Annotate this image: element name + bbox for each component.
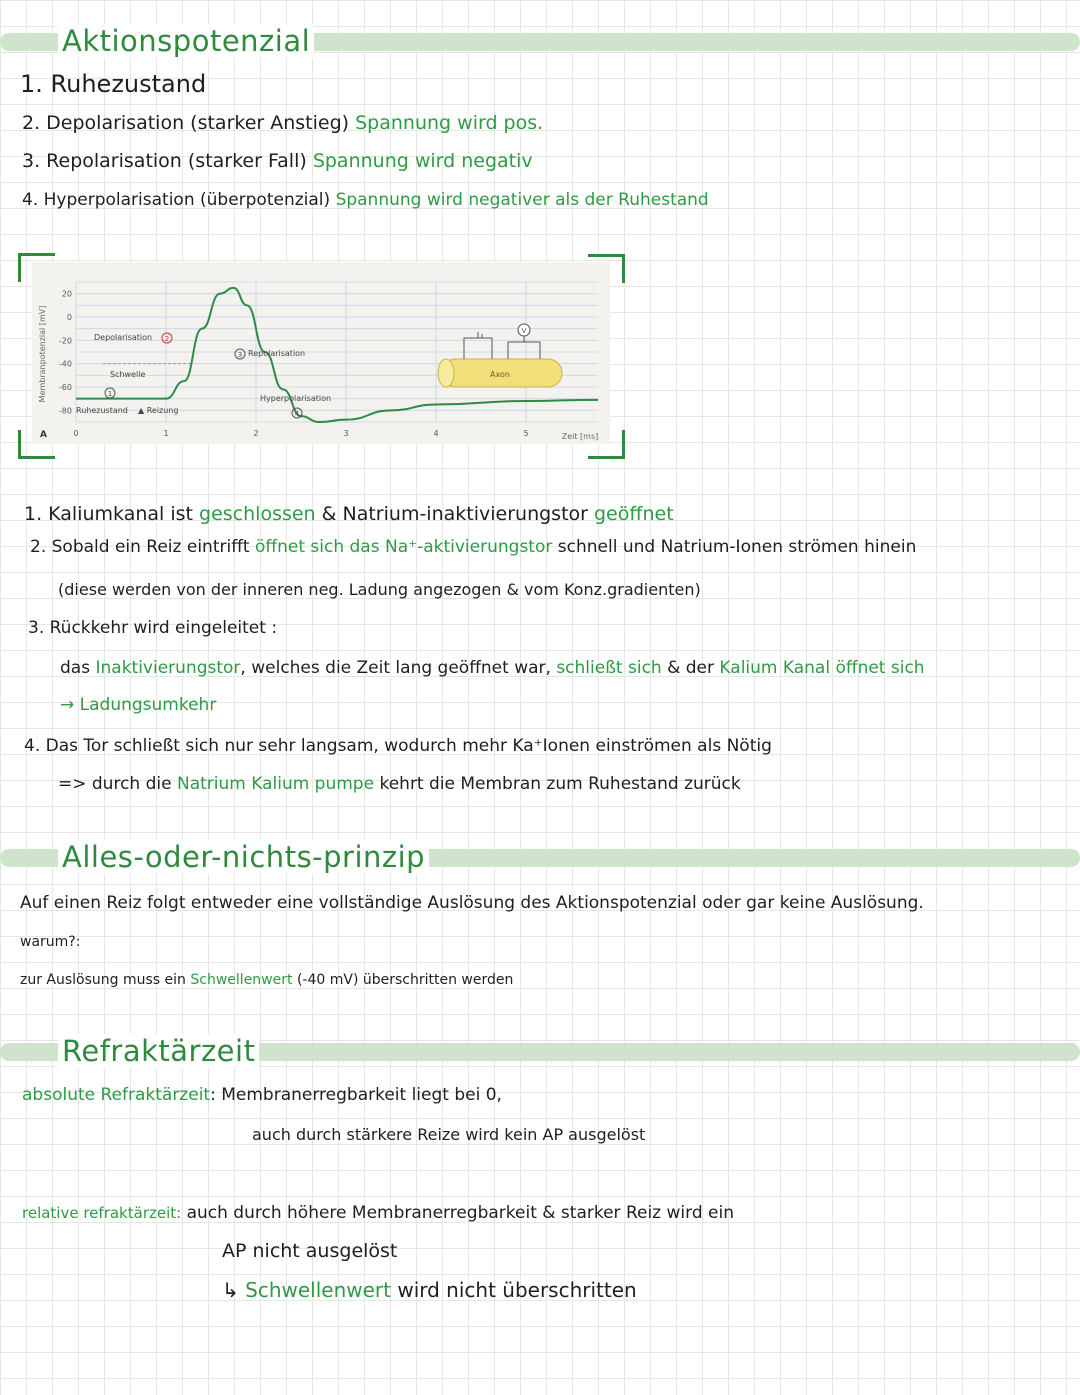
text-segment: 2. Sobald ein Reiz eintrifft — [30, 537, 255, 557]
list-item — [22, 150, 533, 172]
list-item — [20, 70, 206, 98]
step-line — [60, 658, 925, 678]
marker-3-label: 3 — [237, 351, 243, 359]
section-title-refraktaerzeit: Refraktärzeit — [58, 1034, 259, 1068]
step-line — [58, 774, 741, 794]
absolute-line — [22, 1085, 502, 1105]
step-line — [28, 618, 277, 638]
highlight-text: öffnet sich das Na⁺-aktivierungstor — [254, 537, 553, 557]
text-segment: wird nicht überschritten — [390, 1278, 637, 1302]
x-tick-label: 0 — [73, 429, 79, 438]
section-title-aktionspotenzial: Aktionspotenzial — [58, 24, 314, 58]
x-tick-label: 3 — [343, 429, 349, 438]
highlight-text: schließt sich — [556, 658, 662, 678]
item-text: 3. Repolarisation (starker Fall) — [22, 150, 313, 172]
marker-4-label: 4 — [294, 410, 300, 418]
item-note: Spannung wird pos. — [355, 112, 544, 134]
text-segment: kehrt die Membran zum Ruhestand zurück — [374, 774, 741, 794]
text-segment: zur Auslösung muss ein — [20, 972, 191, 988]
text-segment: das — [60, 658, 96, 678]
text-segment: => durch die — [58, 774, 177, 794]
warum-label: warum?: — [20, 934, 81, 950]
highlight-text: Natrium Kalium pumpe — [176, 774, 375, 794]
highlight-text: Kalium Kanal öffnet sich — [719, 658, 925, 678]
text-segment: (diese werden von der inneren neg. Ladung angezogen & vom Konz.gradienten) — [58, 580, 701, 599]
x-tick-label: 2 — [253, 429, 259, 438]
item-text: 2. Depolarisation (starker Anstieg) — [22, 112, 356, 134]
text-segment: 4. Das Tor schließt sich nur sehr langsam, wodurch mehr Ka⁺Ionen einströmen als Nötig — [24, 736, 772, 756]
text-segment: 3. Rückkehr wird eingeleitet : — [28, 618, 278, 638]
y-tick-label: -80 — [58, 406, 72, 416]
arrow-icon: ↳ — [222, 1278, 239, 1302]
label-axon: Axon — [490, 370, 510, 379]
marker-1-label: 1 — [107, 390, 113, 398]
absolute-text: : Membranerregbarkeit liegt bei 0, — [210, 1085, 502, 1105]
y-ticks — [59, 290, 72, 416]
relative-text: auch durch höhere Membranerregbarkeit & starker Reiz wird ein — [186, 1203, 734, 1223]
highlight-text: Schwellenwert — [190, 972, 293, 988]
highlight-text: geöffnet — [594, 503, 674, 525]
relative-label: relative refraktärzeit: — [22, 1204, 182, 1222]
label-hyperpolarisation: Hyperpolarisation — [260, 394, 332, 403]
item-note: Spannung wird negativ — [312, 150, 533, 172]
item-note: Spannung wird negativer als der Ruhestand — [335, 190, 709, 210]
list-item — [22, 190, 709, 210]
step-line — [58, 580, 701, 599]
action-potential-chart — [32, 262, 610, 444]
panel-label: A — [40, 430, 47, 440]
highlight-text: geschlossen — [199, 503, 316, 525]
y-tick-label: 20 — [61, 289, 72, 299]
section-title-alles-oder-nichts: Alles-oder-nichts-prinzip — [58, 840, 429, 874]
axon-illustration — [438, 324, 562, 387]
step-line — [60, 695, 216, 715]
y-axis-label: Membranpotenzial [mV] — [38, 305, 47, 403]
x-ticks — [73, 429, 528, 438]
ap-curve — [76, 288, 598, 422]
label-depolarisation: Depolarisation — [94, 333, 153, 342]
y-tick-label: 0 — [66, 313, 72, 322]
x-tick-label: 5 — [523, 429, 529, 438]
voltmeter-label: V — [521, 327, 527, 335]
absolute-line-2: auch durch stärkere Reize wird kein AP ausgelöst — [252, 1125, 646, 1144]
label-ruhezustand: Ruhezustand — [76, 406, 128, 415]
x-tick-label: 1 — [163, 429, 169, 438]
step-line — [30, 537, 916, 557]
text-segment: , welches die Zeit lang geöffnet war, — [240, 658, 557, 678]
marker-2-label: 2 — [164, 335, 170, 343]
label-schwelle: Schwelle — [110, 370, 146, 379]
list-item — [22, 112, 543, 134]
label-reizung: ▲ Reizung — [138, 406, 179, 415]
relative-line-2: AP nicht ausgelöst — [222, 1240, 398, 1262]
relative-text-3 — [245, 1278, 637, 1302]
label-repolarisation: Repolarisation — [248, 349, 306, 358]
text-segment: & der — [661, 658, 720, 678]
item-text: 1. Ruhezustand — [20, 70, 207, 98]
highlight-text: → Ladungsumkehr — [60, 695, 217, 715]
highlight-text: Inaktivierungstor — [95, 658, 241, 678]
schwelle-text — [20, 972, 513, 988]
highlight-text: Schwellenwert — [245, 1278, 391, 1302]
section-text: Auf einen Reiz folgt entweder eine vollständige Auslösung des Aktionspotenzial oder gar keine Auslösung. — [20, 893, 924, 913]
step-line — [24, 736, 772, 756]
item-text: 4. Hyperpolarisation (überpotenzial) — [22, 190, 336, 210]
x-axis-label: Zeit [ms] — [561, 432, 599, 441]
y-tick-label: -20 — [58, 336, 72, 346]
text-segment: (-40 mV) überschritten werden — [292, 972, 514, 988]
action-potential-diagram — [32, 262, 610, 444]
step-line — [24, 503, 674, 525]
text-segment: & Natrium-inaktivierungstor — [315, 503, 594, 525]
absolute-label: absolute Refraktärzeit — [22, 1085, 211, 1105]
y-tick-label: -40 — [58, 359, 72, 369]
x-tick-label: 4 — [433, 429, 439, 438]
relative-line — [22, 1203, 734, 1223]
text-segment: 1. Kaliumkanal ist — [24, 503, 200, 525]
y-tick-label: -60 — [58, 383, 72, 392]
relative-line-3 — [222, 1278, 637, 1302]
text-segment: schnell und Natrium-Ionen strömen hinein — [552, 537, 917, 557]
